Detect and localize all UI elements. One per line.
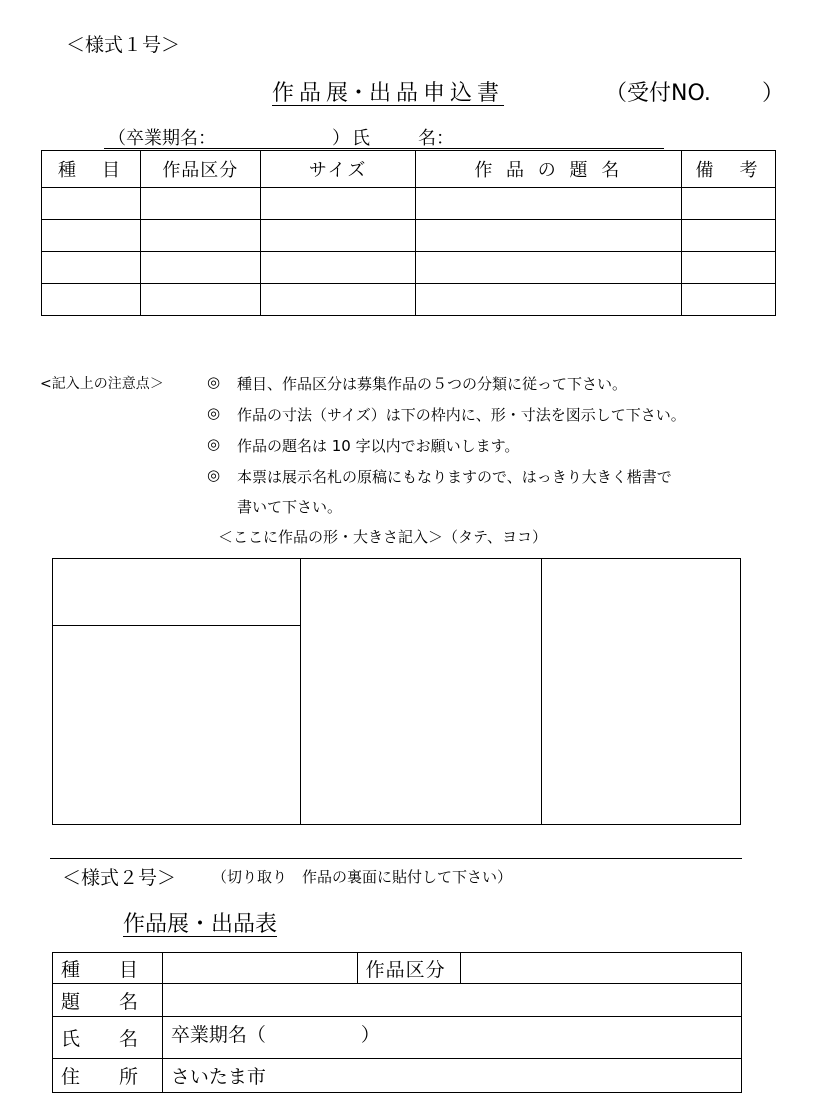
size-cell[interactable] — [260, 252, 416, 284]
note-bullet-icon: ◎ — [207, 404, 221, 422]
size-cell[interactable] — [260, 284, 416, 316]
category-cell[interactable] — [42, 188, 141, 220]
remarks-cell[interactable] — [682, 220, 776, 252]
name-label-suffix: 名： — [418, 128, 454, 149]
drawing-divider — [300, 559, 301, 824]
table-row — [42, 188, 776, 220]
table-row — [42, 252, 776, 284]
exhibit-label-table — [52, 952, 742, 1093]
category-label: 種 目 — [53, 953, 163, 984]
name-value[interactable]: 卒業期名（ ） — [162, 1017, 741, 1059]
remarks-cell[interactable] — [682, 188, 776, 220]
reception-number-label: （受付NO. — [605, 81, 711, 106]
size-drawing-area[interactable] — [52, 558, 741, 825]
table-row — [53, 984, 742, 1017]
application-form-title: 作品展･出品申込書 — [272, 81, 505, 106]
name-label: 氏 名 — [53, 1017, 163, 1059]
graduation-term-label: （卒業期名： — [108, 128, 216, 149]
table-row — [53, 1017, 742, 1059]
table-row — [42, 220, 776, 252]
work-title-cell[interactable] — [416, 188, 682, 220]
work-title-cell[interactable] — [416, 252, 682, 284]
note-text-continuation: 書いて下さい。 — [237, 498, 343, 516]
work-title-cell[interactable] — [416, 284, 682, 316]
header-remarks: 備 考 — [682, 151, 776, 188]
name-label: 氏 — [352, 128, 370, 149]
form1-label: ＜様式１号＞ — [66, 34, 181, 56]
category-cell[interactable] — [42, 252, 141, 284]
division-cell[interactable] — [140, 188, 260, 220]
size-drawing-instruction: ＜ここに作品の形・大きさ記入＞（タテ、ヨコ） — [218, 528, 547, 546]
division-label: 作品区分 — [357, 953, 461, 984]
header-work-title: 作 品 の 題 名 — [416, 151, 682, 188]
entry-table — [41, 150, 776, 316]
note-text: 作品の寸法（サイズ）は下の枠内に、形・寸法を図示して下さい。 — [237, 406, 686, 424]
note-text: 種目、作品区分は募集作品の５つの分類に従って下さい。 — [237, 375, 628, 393]
category-cell[interactable] — [42, 284, 141, 316]
drawing-divider — [541, 559, 542, 824]
category-value[interactable] — [162, 953, 357, 984]
table-row — [53, 953, 742, 984]
form2-label: ＜様式２号＞ — [62, 867, 177, 889]
division-cell[interactable] — [140, 284, 260, 316]
form2-cut-note: （切り取り 作品の裏面に貼付して下さい） — [212, 868, 513, 886]
reception-number-close: ） — [762, 81, 785, 106]
note-bullet-icon: ◎ — [207, 373, 221, 391]
table-row — [53, 1059, 742, 1093]
note-bullet-icon: ◎ — [207, 435, 221, 453]
header-category: 種 目 — [42, 151, 141, 188]
exhibit-label-title: 作品展・出品表 — [123, 912, 278, 937]
size-cell[interactable] — [260, 188, 416, 220]
division-cell[interactable] — [140, 252, 260, 284]
address-label: 住 所 — [53, 1059, 163, 1093]
cut-line — [50, 858, 742, 859]
name-line-underline — [104, 148, 664, 149]
graduation-term-close: ） — [332, 128, 350, 149]
note-bullet-icon: ◎ — [207, 466, 221, 484]
notes-heading: <記入上の注意点＞ — [40, 376, 164, 392]
address-value[interactable]: さいたま市 — [162, 1059, 741, 1093]
header-size: サイズ — [260, 151, 416, 188]
note-text: 作品の題名は 10 字以内でお願いします。 — [237, 437, 520, 455]
remarks-cell[interactable] — [682, 284, 776, 316]
remarks-cell[interactable] — [682, 252, 776, 284]
header-division: 作品区分 — [140, 151, 260, 188]
drawing-divider — [53, 625, 301, 626]
table-row — [42, 284, 776, 316]
category-cell[interactable] — [42, 220, 141, 252]
size-cell[interactable] — [260, 220, 416, 252]
entry-table-header — [42, 151, 776, 188]
work-title-label: 題 名 — [53, 984, 163, 1017]
note-text: 本票は展示名札の原稿にもなりますので、はっきり大きく楷書で — [237, 468, 672, 486]
division-value[interactable] — [461, 953, 742, 984]
work-title-cell[interactable] — [416, 220, 682, 252]
division-cell[interactable] — [140, 220, 260, 252]
work-title-value[interactable] — [162, 984, 741, 1017]
